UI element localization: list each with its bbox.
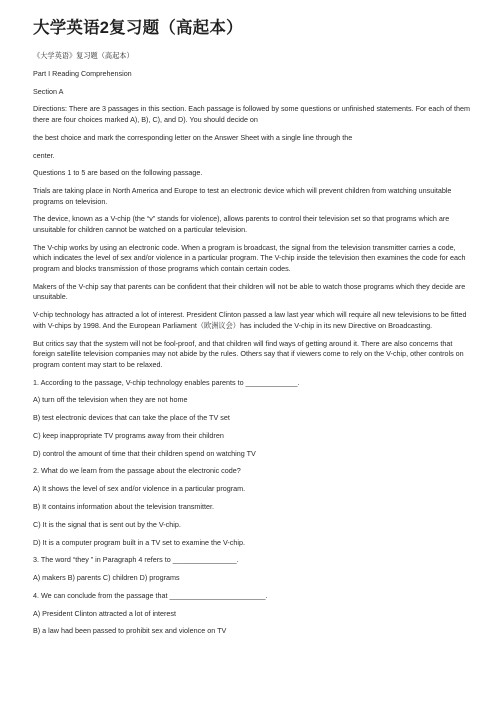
paragraph: The device, known as a V-chip (the “v” stands for violence), allows parents to control their television set so that programs which are unsuitable for children cannot be watched on a particular television. bbox=[33, 214, 450, 235]
paragraph: C) It is the signal that is sent out by the V-chip. bbox=[33, 519, 181, 529]
paragraph: C) keep inappropriate TV programs away from their children bbox=[33, 430, 224, 440]
paragraph: Part I Reading Comprehension bbox=[33, 68, 132, 78]
paragraph: 《大学英语》复习题（高起本） bbox=[33, 51, 134, 60]
paragraph: A) turn off the television when they are not home bbox=[33, 395, 188, 405]
document-body bbox=[33, 51, 471, 637]
paragraph: B) It contains information about the television transmitter. bbox=[33, 501, 214, 511]
paragraph: A) It shows the level of sex and/or violence in a particular program. bbox=[33, 484, 246, 494]
paragraph: But critics say that the system will not be fool-proof, and that children will find ways of getting around it. There are also concerns that foreign satellite television companies may not abide by the rules. Others say that if viewers come to rely on the V-chip, other controls on program content may start to be relaxed. bbox=[33, 338, 464, 369]
paragraph: center. bbox=[33, 150, 55, 160]
paragraph: Directions: There are 3 passages in this section. Each passage is followed by some questions or unfinished statements. For each of them there are four choices marked A), B), C), and D). You should decide on bbox=[33, 104, 470, 124]
paragraph: The V-chip works by using an electronic code. When a program is broadcast, the signal from the television transmitter carries a code, which indicates the level of sex and/or violence in a particular program. The V-chip inside the television then examines the code for each program and blocks transmission of those programs which contain certain codes. bbox=[33, 242, 466, 273]
paragraph: A) makers B) parents C) children D) programs bbox=[33, 573, 180, 583]
paragraph: V-chip technology has attracted a lot of interest. President Clinton passed a law last year which will require all new televisions to be fitted with V-chips by 1998. And the European Parliament（欧洲议会）has included the V-chip in its new Directive on Broadcasting. bbox=[33, 310, 467, 330]
paragraph: Makers of the V-chip say that parents can be confident that their children will not be able to watch those programs which they decide are unsuitable. bbox=[33, 281, 466, 302]
paragraph: Section A bbox=[33, 86, 64, 96]
document-title: 大学英语2复习题（高起本） bbox=[33, 19, 243, 37]
paragraph: 2. What do we learn from the passage about the electronic code? bbox=[33, 466, 241, 476]
paragraph: B) test electronic devices that can take the place of the TV set bbox=[33, 413, 230, 423]
paragraph: the best choice and mark the corresponding letter on the Answer Sheet with a single line through the bbox=[33, 132, 353, 142]
paragraph: 4. We can conclude from the passage that ________________________. bbox=[33, 590, 268, 600]
paragraph: D) It is a computer program built in a TV set to examine the V-chip. bbox=[33, 537, 245, 547]
paragraph: B) a law had been passed to prohibit sex and violence on TV bbox=[33, 626, 227, 636]
paragraph: 3. The word “they ” in Paragraph 4 refers to ________________. bbox=[33, 555, 239, 565]
paragraph: Questions 1 to 5 are based on the following passage. bbox=[33, 168, 203, 178]
paragraph: D) control the amount of time that their children spend on watching TV bbox=[33, 448, 256, 458]
paragraph: Trials are taking place in North America and Europe to test an electronic device which will prevent children from watching unsuitable programs on television. bbox=[33, 186, 452, 206]
paragraph: A) President Clinton attracted a lot of interest bbox=[33, 608, 177, 618]
paragraph: 1. According to the passage, V-chip technology enables parents to _____________. bbox=[33, 377, 300, 387]
